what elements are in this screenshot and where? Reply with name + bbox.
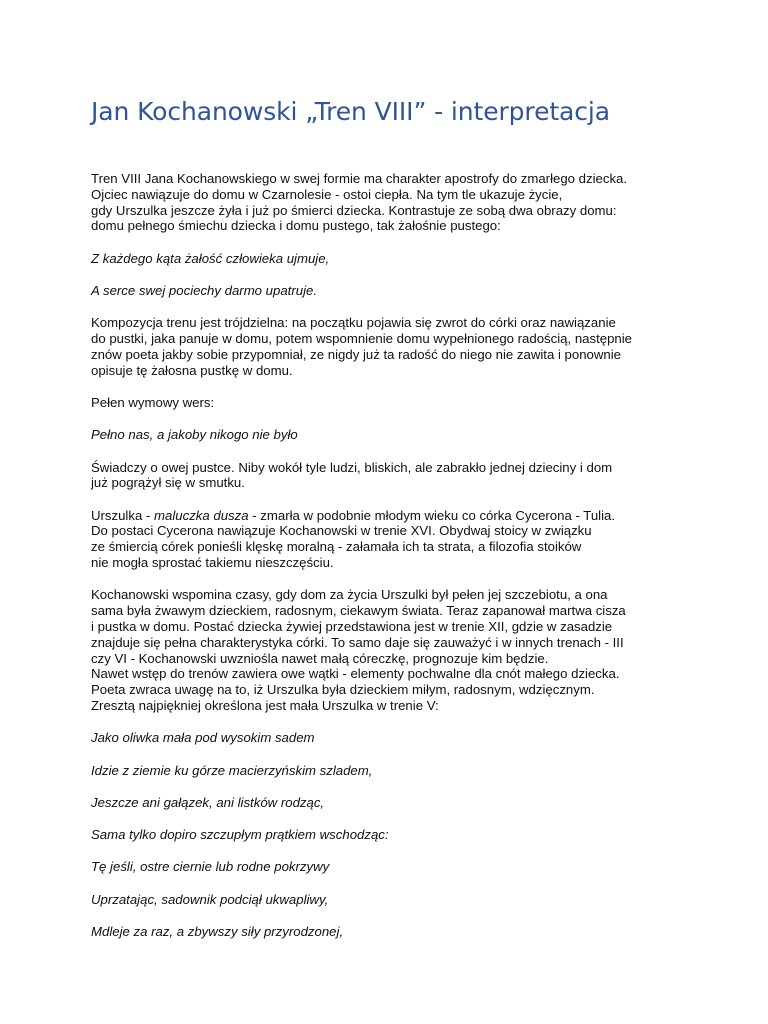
composition-paragraph [91,315,691,378]
wers-intro: Pełen wymowy wers: [91,394,215,410]
text-fragment: - zmarła w podobnie młodym wieku co córka Cycerona - Tulia. [248,507,616,523]
text-line: Kompozycja trenu jest trójdzielna: na początku pojawia się zwrot do córki oraz nawiązanie [91,315,616,331]
text-line: Kochanowski wspomina czasy, gdy dom za życia Urszulki był pełen jej szczebiotu, a ona [91,587,608,603]
text-line: znów poeta jakby sobie przypomniał, ze nigdy już ta radość do niego nie zawita i ponownie [91,346,622,362]
text-line: domu pełnego śmiechu dziecka i domu pustego, tak żałośnie pustego: [91,218,501,234]
memory-paragraph [91,587,691,713]
tren-verse: Tę jeśli, ostre ciernie lub rodne pokrzywy [91,859,330,875]
text-line: znajduje się pełna charakterystyka córki. To samo daje się zauważyć i w innych trenach - III [91,634,624,650]
text-line: i pustka w domu. Postać dziecka żywiej przedstawiona jest w trenie XII, gdzie w zasadzie [91,618,613,634]
quote-verse: A serce swej pociechy darmo upatruje. [91,282,318,298]
text-line: Zresztą najpiękniej określona jest mała Urszulka w trenie V: [91,697,439,713]
tren-verse: Idzie z ziemie ku górze macierzyńskim szladem, [91,762,373,778]
text-line: już pogrążył się w smutku. [91,475,245,491]
quote-verse: Pełno nas, a jakoby nikogo nie było [91,427,298,443]
text-line: opisuje tę żałosna pustkę w domu. [91,362,293,378]
text-fragment: Urszulka - [91,507,155,523]
tren-verse: Uprzatając, sadownik podciął ukwapliwy, [91,891,329,907]
text-line: Ojciec nawiązuje do domu w Czarnolesie - ostoi ciepła. Na tym tle ukazuje życie, [91,186,563,202]
text-line: Poeta zwraca uwagę na to, iż Urszulka była dzieckiem miłym, radosnym, wdzięcznym. [91,682,595,698]
text-line [91,508,691,524]
tren-verse: Mdleje za raz, a zbywszy siły przyrodzonej, [91,924,344,939]
intro-paragraph [91,171,691,234]
text-line: Nawet wstęp do trenów zawiera owe wątki - elementy pochwalne dla cnót małego dziecka. [91,666,620,682]
document-title: Jan Kochanowski „Tren VIII” - interpretacja [91,97,610,126]
text-line: ze śmiercią córek ponieśli klęskę moralną - załamała ich ta strata, a filozofia stoików [91,539,582,555]
document-body [91,171,691,956]
text-line: do pustki, jaka panuje w domu, potem wspomnienie domu wypełnionego radością, następnie [91,331,633,347]
text-line: gdy Urszulka jeszcze żyła i już po śmierci dziecka. Kontrastuje ze sobą dwa obrazy domu: [91,202,617,218]
text-line: sama była żwawym dzieckiem, radosnym, ciekawym świata. Teraz zapanował martwa cisza [91,603,626,619]
text-line: Tren VIII Jana Kochanowskiego w swej formie ma charakter apostrofy do zmarłego dziecka. [91,171,628,186]
text-line: Świadczy o owej pustce. Niby wokół tyle ludzi, bliskich, ale zabrakło jednej dzieciny i dom [91,459,613,475]
emphasis-text: maluczka dusza [154,507,249,523]
text-line: nie mogła sprostać takiemu nieszczęściu. [91,555,334,571]
tren-verse: Jeszcze ani gałązek, ani listków rodząc, [91,794,325,810]
tren-verse: Jako oliwka mała pod wysokim sadem [91,730,315,746]
urszulka-paragraph [91,508,691,571]
tren-verse: Sama tylko dopiro szczupłym prątkiem wschodząc: [91,827,389,843]
text-line: czy VI - Kochanowski uwzniośla nawet małą córeczkę, prognozuje kim będzie. [91,650,549,666]
emptiness-paragraph [91,460,691,492]
quote-verse: Z każdego kąta żałość człowieka ujmuje, [91,250,330,266]
text-line: Do postaci Cycerona nawiązuje Kochanowski w trenie XVI. Obydwaj stoicy w związku [91,523,592,539]
